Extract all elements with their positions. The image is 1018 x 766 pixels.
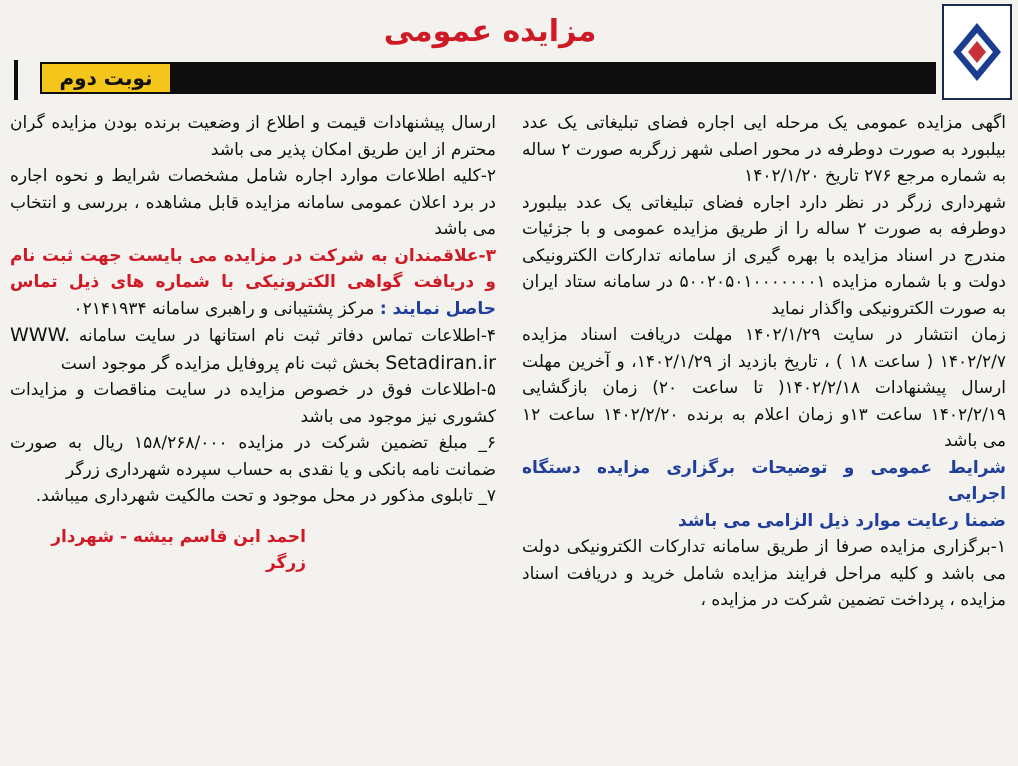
condition-item-3	[10, 243, 496, 323]
condition-item-3-highlight: ۳-علاقمندان به شرکت در مزایده می بایست جهت ثبت نام و دریافت گواهی الکترونیکی با شماره های ذیل تماس	[10, 245, 496, 292]
ad-title: مزایده عمومی	[383, 14, 597, 49]
condition-item-4-text-end: بخش ثبت نام پروفایل مزایده گر موجود است	[60, 353, 380, 374]
conditions-heading: شرایط عمومی و توضیحات برگزاری مزایده دستگاه اجرایی	[522, 457, 1006, 504]
municipality-logo-icon	[942, 4, 1012, 100]
condition-item-1-cont: ارسال پیشنهادات قیمت و اطلاع از وضعیت برنده بودن مزایده گران محترم از این طریق امکان پذیر می باشد	[10, 113, 496, 160]
left-rule	[14, 60, 18, 100]
condition-item-4	[10, 322, 496, 377]
round-badge: نوبت دوم	[40, 62, 172, 94]
condition-item-1: ۱-برگزاری مزایده صرفا از طریق سامانه تدارکات الکترونیکی دولت می باشد و کلیه مراحل فرایند مزایده شامل خرید و دریافت اسناد مزایده ، پرداخت تضمین شرکت در مزایده ،	[522, 537, 1006, 610]
condition-item-3-support: مرکز پشتیبانی و راهبری سامانه ۰۲۱۴۱۹۳۴	[73, 298, 375, 319]
setadiran-link[interactable]: WWW. Setadiran.ir	[10, 324, 496, 374]
conditions-subheading: ضمنا رعایت موارد ذیل الزامی می باشد	[678, 510, 1006, 531]
mayor-signature: احمد ابن قاسم بیشه - شهردار زرگر	[51, 526, 306, 573]
condition-item-6: ۶_ مبلغ تضمین شرکت در مزایده ۱۵۸/۲۶۸/۰۰۰ ریال به صورت ضمانت نامه بانکی و یا نقدی به حساب سپرده شهرداری زرگر	[10, 433, 497, 480]
description-paragraph: شهرداری زرگر در نظر دارد اجاره فضای تبلیغاتی یک عدد بیلبورد دوطرفه به صورت ۲ ساله را از طریق مزایده عمومی و با جزئیات مندرج در اسناد مزایده با بهره گیری از سامانه تدارکات الکترونیکی دولت و با شماره مزایده ۵۰۰۲۰۵۰۱۰۰۰۰۰۰۰۱ در سامانه ستاد ایران به صورت الکترونیکی واگذار نماید	[522, 192, 1007, 319]
left-column	[10, 110, 496, 577]
schedule-paragraph: زمان انتشار در سایت ۱۴۰۲/۱/۲۹ مهلت دریافت اسناد مزایده ۱۴۰۲/۲/۷ ( ساعت ۱۸ ) ، تاریخ بازدید از ۱۴۰۲/۱/۲۹، و آخرین مهلت ارسال پیشنهادات ۱۴۰۲/۲/۱۸( تا ساعت ۲۰) زمان بازگشایی ۱۴۰۲/۲/۱۹ ساعت ۱۳و زمان اعلام به برنده ۱۴۰۲/۲/۲۰ ساعت ۱۲ می باشد	[522, 325, 1006, 451]
condition-item-4-text: ۴-اطلاعات تماس دفاتر ثبت نام استانها در سایت سامانه	[78, 326, 497, 346]
condition-item-2: ۲-کلیه اطلاعات موارد اجاره شامل مشخصات شرایط و نحوه اجاره در برد اعلان عمومی سامانه مزایده قابل مشاهده ، بررسی و انتخاب می باشد	[10, 166, 496, 239]
condition-item-3-label: حاصل نمایند :	[379, 298, 496, 319]
right-column	[522, 110, 1006, 614]
header-bar	[40, 62, 936, 94]
condition-item-5: ۵-اطلاعات فوق در خصوص مزایده در سایت مناقصات و مزایدات کشوری نیز موجود می باشد	[10, 380, 496, 427]
intro-paragraph: اگهی مزایده عمومی یک مرحله ایی اجاره فضای تبلیغاتی یک عدد بیلبورد به صورت دوطرفه در محور اصلی شهر زرگربه صورت ۲ ساله به شماره مرجع ۲۷۶ تاریخ ۱۴۰۲/۱/۲۰	[522, 113, 1006, 186]
logo-mark	[949, 17, 1005, 87]
condition-item-7: ۷_ تابلوی مذکور در محل موجود و تحت مالکیت شهرداری میباشد.	[35, 486, 496, 506]
